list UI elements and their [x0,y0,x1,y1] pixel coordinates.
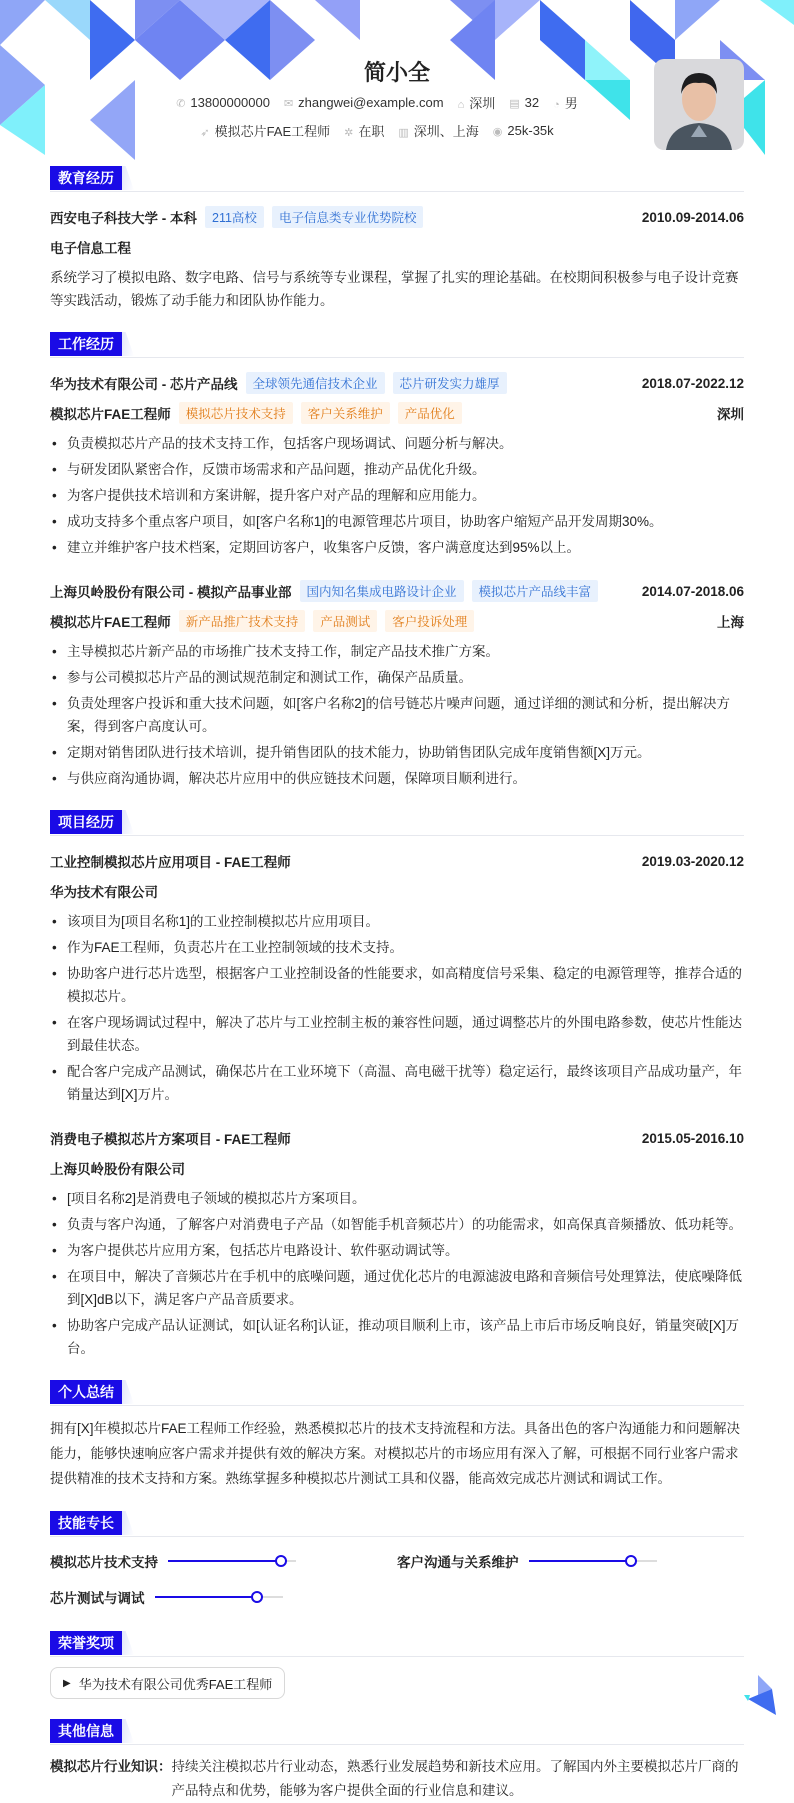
list-item: • 与供应商沟通协调，解决芯片应用中的供应链技术问题，保障项目顺利进行。 [50,767,744,790]
section-title: 项目经历 [50,810,122,834]
list-item: • 负责模拟芯片产品的技术支持工作，包括客户现场调试、问题分析与解决。 [50,432,744,455]
date: 2019.03-2020.12 [641,853,744,869]
date: 2014.07-2018.06 [641,583,744,599]
project-company: 华为技术有限公司 [50,885,158,900]
role-row [50,606,744,636]
tag: 模拟芯片技术支持 [179,402,293,424]
target-job: ➶ 模拟芯片FAE工程师 [200,123,331,139]
skill-name: 芯片测试与调试 [50,1591,145,1606]
tag: 客户关系维护 [301,402,390,424]
section-title: 教育经历 [50,166,122,190]
list-item: • 在项目中，解决了音频芯片在手机中的底噪问题，通过优化芯片的电源滤波电路和音频信号处理算法，使底噪降低到[X]dB以下，满足客户产品音质要求。 [50,1265,744,1311]
section-title: 其他信息 [50,1719,122,1743]
section-work [50,332,744,358]
list-item: • 在客户现场调试过程中，解决了芯片与工业控制主板的兼容性问题，通过调整芯片的外围电路参数，使芯片性能达到最佳状态。 [50,1011,744,1057]
section-education [50,166,744,192]
bullet-list [50,1187,744,1360]
project-list [50,846,744,1360]
section-title: 荣誉奖项 [50,1631,122,1655]
candidate-name: 简小全 [363,60,430,85]
skill-level-fill [168,1560,281,1562]
tag: 211高校 [205,206,264,228]
list-item: • 成功支持多个重点客户项目，如[客户名称1]的电源管理芯片项目，协助客户缩短产品开发周期30%。 [50,510,744,533]
list-item: • 配合客户完成产品测试，确保芯片在工业环境下（高温、高电磁干扰等）稳定运行，最终该项目产品成功量产，年销量达到[X]万片。 [50,1060,744,1106]
skill-item [397,1547,744,1575]
bullet-list [50,910,744,1106]
home-icon: ⌂ [457,98,465,111]
list-item: • 与研发团队紧密合作，反馈市场需求和产品问题，推动产品优化升级。 [50,458,744,481]
role: 模拟芯片FAE工程师 [50,615,171,630]
tag: 产品优化 [398,402,462,424]
company-name: 上海贝岭股份有限公司 - 模拟产品事业部 [50,585,292,600]
city: 深圳 [717,407,744,422]
tag: 客户投诉处理 [385,610,474,632]
tag: 模拟芯片产品线丰富 [472,580,599,602]
project-row [50,846,744,876]
section-title: 个人总结 [50,1380,122,1404]
summary-text: 拥有[X]年模拟芯片FAE工程师工作经验，熟悉模拟芯片的技术支持流程和方法。具备出色的客户沟通能力和问题解决能力，能够快速响应客户需求并提供有效的解决方案。对模拟芯片的市场应用有深入了解，可根据不同行业客户需求提供精准的技术支持和方案。熟练掌握多种模拟芯片测试工具和仪器，能高效完成芯片测试和调试工作。 [50,1421,741,1486]
building-icon: ▥ [398,126,409,139]
other-info: 模拟芯片行业知识： 持续关注模拟芯片行业动态，熟悉行业发展趋势和新技术应用。了解国内外主要模拟芯片厂商的产品特点和优势，能够为客户提供全面的行业信息和建议。 [50,1759,739,1798]
skill-level-bar [168,1560,296,1562]
tag: 新产品推广技术支持 [179,610,306,632]
skill-name: 模拟芯片技术支持 [50,1555,158,1570]
triangle-right-icon: ▶ [63,1677,71,1689]
gender: ◔ 男 [553,95,578,111]
project-row [50,1123,744,1153]
list-item: • 为客户提供技术培训和方案讲解，提升客户对产品的理解和应用能力。 [50,484,744,507]
date: 2015.05-2016.10 [641,1130,744,1146]
list-item: • 主导模拟芯片新产品的市场推广技术支持工作，制定产品技术推广方案。 [50,640,744,663]
skill-list [50,1547,744,1611]
mail-icon: ✉ [283,97,294,110]
list-item: • [项目名称2]是消费电子领域的模拟芯片方案项目。 [50,1187,744,1210]
target-city: ▥ 深圳、上海 [398,123,479,139]
tag: 产品测试 [313,610,377,632]
company-row [50,576,744,606]
list-item: • 协助客户完成产品认证测试，如[认证名称]认证，推动项目顺利上市，该产品上市后市场反响良好，销量突破[X]万台。 [50,1314,744,1360]
tag: 电子信息类专业优势院校 [272,206,424,228]
send-icon: ➶ [200,126,210,139]
skill-item [50,1583,397,1611]
company-name: 华为技术有限公司 - 芯片产品线 [50,377,238,392]
list-item: • 作为FAE工程师，负责芯片在工业控制领域的技术支持。 [50,936,744,959]
age-icon: ▤ [509,97,520,110]
skill-level-fill [529,1560,631,1562]
section-other [50,1719,744,1745]
section-honors [50,1631,744,1657]
list-item: • 建立并维护客户技术档案，定期回访客户，收集客户反馈，客户满意度达到95%以上。 [50,536,744,559]
date: 2018.07-2022.12 [641,375,744,391]
bullet-list [50,640,744,790]
section-title: 工作经历 [50,332,122,356]
skill-level-bar [155,1596,283,1598]
section-summary [50,1380,744,1406]
skill-item [50,1547,397,1575]
skill-name: 客户沟通与关系维护 [397,1555,519,1570]
tag: 全球领先通信技术企业 [246,372,385,394]
list-item: • 参与公司模拟芯片产品的测试规范制定和测试工作，确保产品质量。 [50,666,744,689]
phone: ✆ 13800000000 [176,94,270,110]
skill-level-knob [251,1591,263,1603]
list-item: • 为客户提供芯片应用方案，包括芯片电路设计、软件驱动调试等。 [50,1239,744,1262]
city: 上海 [717,615,744,630]
section-projects [50,810,744,836]
list-item: • 该项目为[项目名称1]的工业控制模拟芯片应用项目。 [50,910,744,933]
skill-level-knob [275,1555,287,1567]
skill-level-bar [529,1560,657,1562]
list-item: • 定期对销售团队进行技术培训，提升销售团队的技术能力，协助销售团队完成年度销售额[X]万元。 [50,741,744,764]
list-item: • 负责与客户沟通，了解客户对消费电子产品（如智能手机音频芯片）的功能需求，如高保真音频播放、低功耗等。 [50,1213,744,1236]
list-item: • 协助客户进行芯片选型，根据客户工业控制设备的性能要求，如高精度信号采集、稳定的电源管理等，推荐合适的模拟芯片。 [50,962,744,1008]
spacer [50,562,744,576]
job-list [50,368,744,790]
intent-row [50,116,744,144]
job-status: ✲ 在职 [344,123,385,139]
major: 电子信息工程 [50,241,131,256]
tag: 芯片研发实力雄厚 [393,372,507,394]
city: ⌂ 深圳 [457,95,496,111]
phone-icon: ✆ [176,97,186,110]
role-row [50,398,744,428]
date: 2010.09-2014.06 [641,209,744,225]
skill-level-knob [625,1555,637,1567]
section-skills [50,1511,744,1537]
project-company: 上海贝岭股份有限公司 [50,1162,185,1177]
spacer [50,1109,744,1123]
age: ▤ 32 [509,94,540,110]
project-name: 工业控制模拟芯片应用项目 - FAE工程师 [50,855,291,870]
education-desc: 系统学习了模拟电路、数字电路、信号与系统等专业课程，掌握了扎实的理论基础。在校期间积极参与电子设计竞赛等实践活动，锻炼了动手能力和团队协作能力。 [50,270,739,308]
bullet-list [50,432,744,559]
list-item: • 负责处理客户投诉和重大技术问题，如[客户名称2]的信号链芯片噪声问题，通过详细的测试和分析，提出解决方案，得到客户高度认可。 [50,692,744,738]
education-row: 西安电子科技大学 - 本科 211高校 电子信息类专业优势院校 2010.09-2014.06 [50,202,744,232]
skill-level-fill [155,1596,257,1598]
tag: 国内知名集成电路设计企业 [300,580,464,602]
project-name: 消费电子模拟芯片方案项目 - FAE工程师 [50,1132,291,1147]
section-title: 技能专长 [50,1511,122,1535]
honor-item: ▶ 华为技术有限公司优秀FAE工程师 [50,1667,285,1699]
gender-icon: ◔ [553,98,560,111]
role: 模拟芯片FAE工程师 [50,407,171,422]
company-row [50,368,744,398]
status-icon: ✲ [344,126,354,139]
contact-row [50,88,744,116]
email: ✉ zhangwei@example.com [283,94,444,110]
salary-icon: ◉ [492,125,503,138]
salary: ◉ 25k-35k [492,122,554,138]
